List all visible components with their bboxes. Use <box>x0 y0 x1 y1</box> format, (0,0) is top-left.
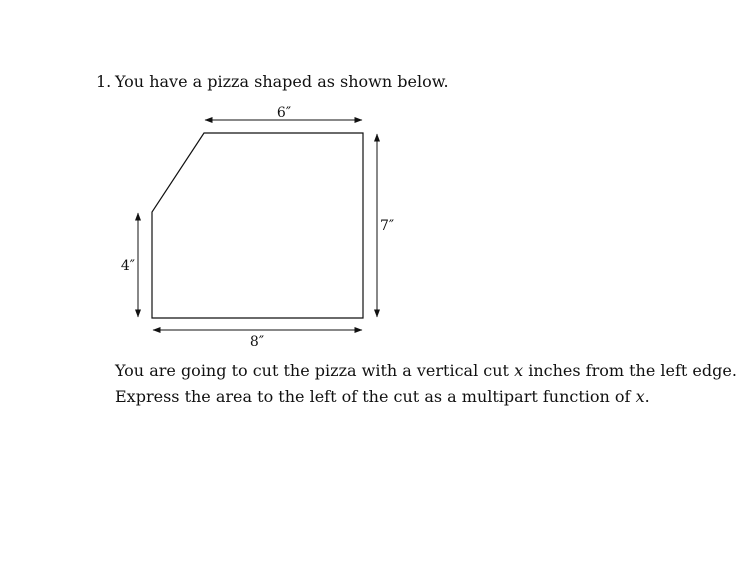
top-dimension-label: 6″ <box>276 105 292 121</box>
cut-description <box>115 361 737 380</box>
bottom-dimension-label: 8″ <box>249 334 265 350</box>
area-instruction <box>115 387 650 406</box>
pizza-outline <box>152 133 363 318</box>
cut-variable: x <box>514 361 524 380</box>
problem-number: 1. <box>96 72 112 91</box>
area-text-after: . <box>644 387 650 406</box>
problem-text: You have a pizza shaped as shown below. <box>115 72 449 91</box>
left-dimension-label: 4″ <box>120 258 135 274</box>
area-variable: x <box>635 387 645 406</box>
area-text-before: Express the area to the left of the cut as a multipart function of <box>115 387 636 406</box>
cut-text-before: You are going to cut the pizza with a vertical cut <box>115 361 515 380</box>
cut-text-after: inches from the left edge. <box>523 361 737 380</box>
right-dimension-label: 7″ <box>380 218 395 234</box>
